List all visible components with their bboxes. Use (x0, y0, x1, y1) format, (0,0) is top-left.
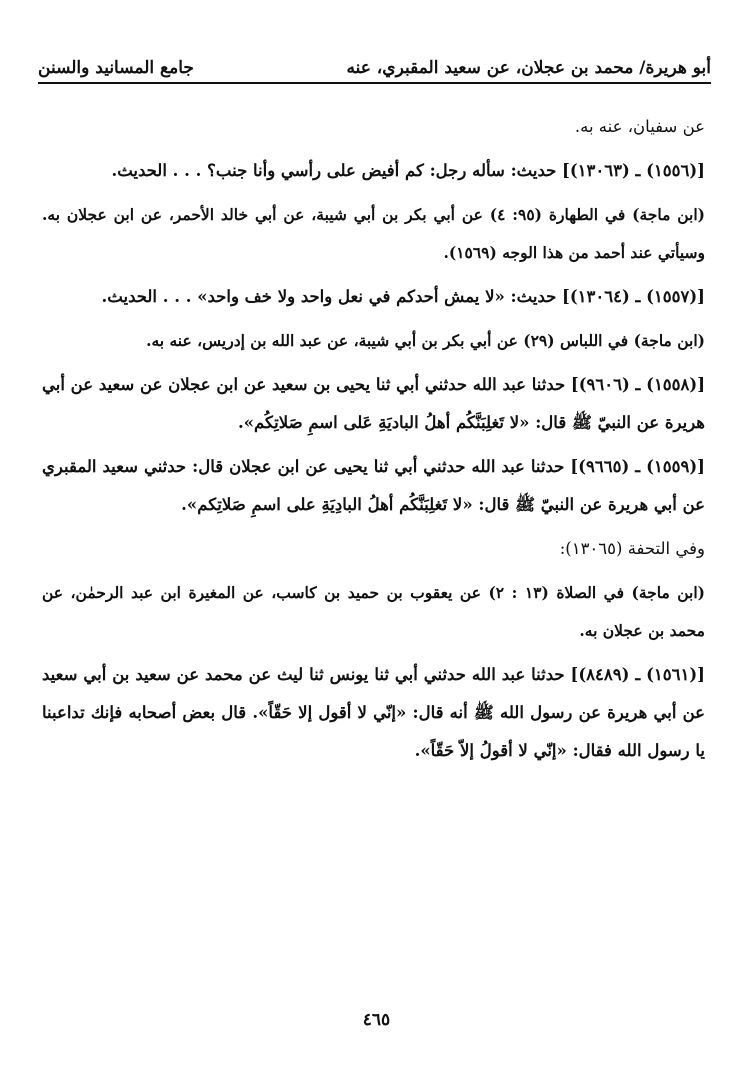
hadith-entry: [(١٥٥٧) ـ (١٣٠٦٤)] حديث: «لا يمش أحدكم في نعل واحد ولا خف واحد» . . . الحديث. (101, 287, 705, 306)
paragraph: وفي التحفة (١٣٠٦٥): (559, 539, 705, 558)
header-chapter-title: أبو هريرة/ محمد بن عجلان، عن سعيد المقبري، عنه (346, 58, 711, 78)
header-book-title: جامع المسانيد والسنن (38, 58, 194, 78)
page-number: ٤٦٥ (362, 1010, 391, 1030)
hadith-entry: [(١٥٦١) ـ (٨٤٨٩)] حدثنا عبد الله حدثني أبي ثنا يونس ثنا ليث عن محمد عن سعيد بن أبي سعيد عن أبي هريرة عن رسول الله ﷺ أنه قال: «إنّي لا أقول إلا حَقّاً». قال بعض أصحابه فإنك تداعبنا يا رسول الله فقال: «إنّي لا أقولُ إلاّ حَقّاً». (42, 665, 705, 760)
page-body (42, 108, 705, 776)
source-note: (ابن ماجة) في الصلاة (١٣ : ٢) عن يعقوب بن حميد بن كاسب، عن المغيرة ابن عبد الرحمٰن، عن محمد بن عجلان به. (42, 583, 705, 640)
source-note: (ابن ماجة) في اللباس (٢٩) عن أبي بكر بن أبي شيبة، عن عبد الله بن إدريس، عنه به. (146, 331, 705, 350)
hadith-entry: [(١٥٥٩) ـ (٩٦٦٥)] حدثنا عبد الله حدثني أبي ثنا يحيى عن ابن عجلان قال: حدثني سعيد المقبري عن أبي هريرة عن النبيّ ﷺ قال: «لا تَغلِبَنَّكُم أهلُ البادِيَةِ على اسمِ صَلاتِكم». (42, 457, 705, 514)
source-note: (ابن ماجة) في الطهارة (٩٥: ٤) عن أبي بكر بن أبي شيبة، عن أبي خالد الأحمر، عن ابن عجلان به. وسيأتي عند أحمد من هذا الوجه (١٥٦٩). (42, 205, 706, 262)
paragraph: عن سفيان، عنه به. (574, 117, 705, 136)
header-divider (38, 82, 711, 84)
hadith-entry: [(١٥٥٨) ـ (٩٦٠٦)] حدثنا عبد الله حدثني أبي ثنا يحيى بن سعيد عن ابن عجلان عن سعيد عن أبي هريرة عن النبيّ ﷺ قال: «لا تَغلِبَنَّكُم أهلُ الباديَةِ عَلى اسمِ صَلاتِكُم». (42, 375, 706, 432)
running-header (38, 48, 711, 78)
hadith-entry: [(١٥٥٦) ـ (١٣٠٦٣)] حديث: سأله رجل: كم أفيض على رأسي وأنا جنب؟ . . . الحديث. (111, 161, 705, 180)
